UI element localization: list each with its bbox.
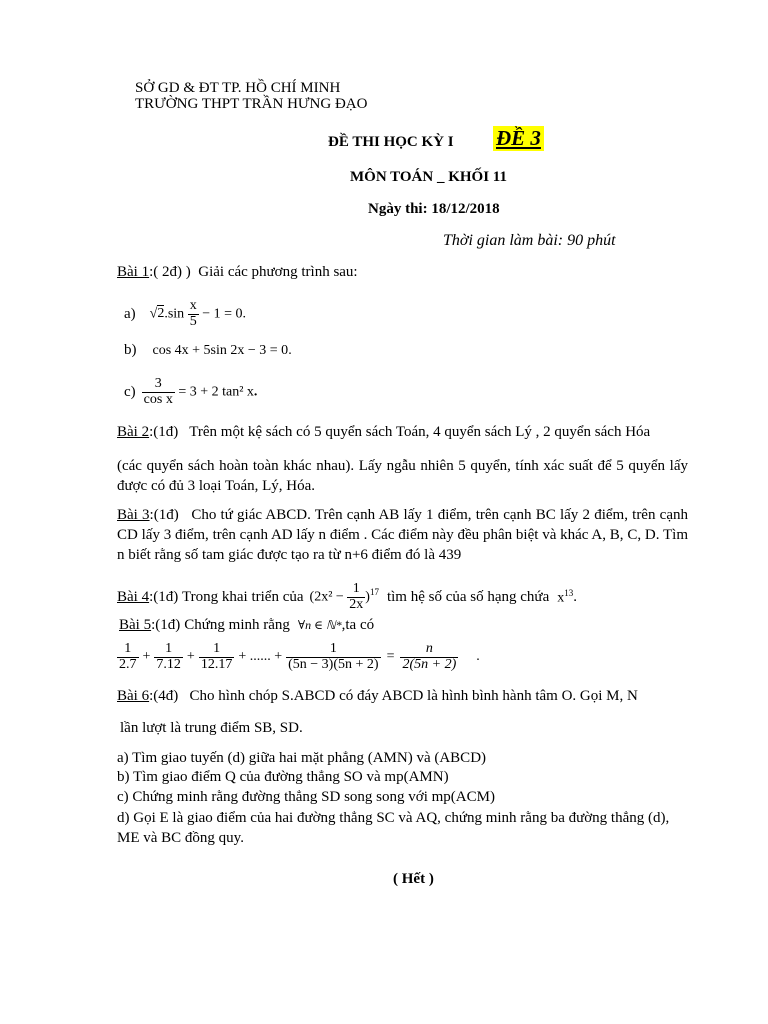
bai3-text: Cho tứ giác ABCD. Trên cạnh AB lấy 1 điểm, trên cạnh BC lấy 2 điểm, trên cạnh CD lấy 3 điểm, trên cạnh AD lấy n điểm . Các điểm này đều phân biệt và khác A, B, C, D. Tìm n biết rằng số tam giác được tạo ra từ n+6 điểm đó là 439 [117, 507, 688, 563]
bai1-c-label: c) [124, 383, 136, 400]
bai5-term4 [286, 642, 380, 672]
subject-title: MÔN TOÁN _ KHỐI 11 [350, 169, 507, 185]
bai5-t2-num: 1 [154, 642, 183, 658]
bai1-points: :( 2đ) ) [149, 264, 191, 280]
bai2-header [117, 424, 650, 441]
bai4-frac-num: 1 [347, 582, 365, 598]
bai5-t4-num: 1 [286, 642, 380, 658]
bai4-line: Bài 4 :(1đ) Trong khai triển của (2x² − $\frac{1}{2x}$ )$^{17}$ tìm hệ số của số hạng chứa $x^{13}$ . [117, 580, 577, 612]
bai4-term-x: x [557, 590, 565, 606]
exam-version: ĐỀ 3 [493, 126, 544, 151]
bai5-points: :(1đ) [151, 617, 181, 633]
bai5-dots: + ...... + [238, 649, 283, 664]
bai4-text1: Trong khai triển của [182, 588, 304, 605]
bai2-line2: (các quyển sách hoàn toàn khác nhau). Lấy ngẫu nhiên 5 quyển, tính xác suất để 5 quyển lấy được có đủ 3 loại Toán, Lý, Hóa. [117, 458, 688, 494]
bai5-t3-num: 1 [199, 642, 235, 658]
bai1-c-rest: = 3 + 2 tan² x [178, 384, 254, 400]
bai6-header [117, 688, 638, 705]
bai5-t1-den: 2.7 [119, 656, 137, 672]
bai2-line1: Trên một kệ sách có 5 quyển sách Toán, 4 quyển sách Lý , 2 quyển sách Hóa [189, 424, 651, 440]
bai6-part-a: a) Tìm giao tuyến (d) giữa hai mặt phẳng (AMN) và (ABCD) [117, 750, 487, 766]
bai2-label: Bài 2 [117, 424, 150, 440]
bai6-line1: Cho hình chóp S.ABCD có đáy ABCD là hình bình hành tâm O. Gọi M, N [189, 688, 638, 704]
bai5-t4-den: (5n − 3)(5n + 2) [288, 656, 379, 672]
bai5-header [119, 617, 374, 634]
bai5-text1: Chứng minh rằng [184, 617, 290, 633]
bai6-points: :(4đ) [149, 688, 179, 704]
department-name: SỞ GD & ĐT TP. HỒ CHÍ MINH [135, 80, 341, 96]
end-mark: ( Hết ) [393, 871, 434, 887]
bai6-line2: lần lượt là trung điểm SB, SD. [120, 720, 303, 736]
bai5-t1-num: 1 [117, 642, 139, 658]
bai1-b [124, 342, 292, 359]
bai6-part-b: b) Tìm giao điểm Q của đường thẳng SO và mp(AMN) [117, 769, 449, 785]
bai5-formula: $\frac{1}{2.7}$ + $\frac{1}{7.12}$ + $\frac{1}{12.17}$ + ...... + $\frac{1}{(5n - 3)(5n + 2)}$ = $\frac{n}{2(5n + 2)}$ . [119, 640, 480, 672]
bai1-c-expr: $\frac{3}{\text{cos x}}$ = 3 + 2 tan² x. [143, 375, 258, 407]
bai1-a-expr: √2.sin $\frac{x}{5}$ − 1 = 0. [149, 297, 246, 329]
bai1-label: Bài 1 [117, 264, 150, 280]
bai1-a-den: 5 [189, 313, 197, 329]
bai4-expr-close: ) [365, 589, 370, 605]
bai1-a [124, 296, 246, 332]
bai2-points: :(1đ) [149, 424, 179, 440]
bai5-r-den: 2(5n + 2) [402, 656, 457, 672]
bai4-text2: tìm hệ số của số hạng chứa [386, 588, 550, 605]
bai5-t3-den: 12.17 [200, 656, 233, 672]
exam-title: ĐỀ THI HỌC KỲ I [328, 134, 454, 150]
bai1-b-expr: cos 4x + 5sin 2x − 3 = 0. [152, 342, 292, 358]
bai1-a-coef: 2 [157, 306, 165, 322]
school-name: TRƯỜNG THPT TRẦN HƯNG ĐẠO [135, 96, 368, 112]
bai1-c-frac [142, 377, 175, 407]
bai5-label: Bài 5 [119, 617, 152, 633]
bai1-b-label: b) [124, 342, 137, 358]
bai5-forall: ∀n ∈ ℕ* [297, 618, 342, 632]
bai6-part-c: c) Chứng minh rằng đường thẳng SD song song với mp(ACM) [117, 789, 495, 805]
bai1-a-frac [188, 299, 199, 329]
bai1-header [117, 264, 358, 281]
bai6-part-d: d) Gọi E là giao điểm của hai đường thẳng SC và AQ, chứng minh rằng ba đường thẳng (d), ME và BC đồng quy. [117, 810, 670, 846]
bai1-text: Giải các phương trình sau: [198, 264, 358, 280]
bai4-expr [310, 582, 379, 612]
bai5-term2 [154, 642, 183, 672]
exam-duration: Thời gian làm bài: 90 phút [443, 232, 616, 249]
bai5-term1 [117, 642, 139, 672]
bai4-frac [347, 582, 365, 612]
bai4-frac-den: 2x [349, 596, 364, 612]
bai1-a-rest: − 1 = 0 [202, 306, 243, 322]
bai4-points: :(1đ) [149, 588, 179, 605]
bai1-a-sin: .sin [164, 306, 185, 322]
bai4-term [557, 588, 573, 607]
bai3-points: :(1đ) [149, 507, 179, 523]
exam-date: Ngày thi: 18/12/2018 [368, 201, 500, 217]
bai5-text2: ,ta có [341, 617, 375, 633]
bai1-c [124, 373, 257, 411]
bai4-power: 17 [369, 586, 379, 597]
bai1-b-formula: cos 4x + 5sin 2x − 3 = 0 [152, 342, 289, 358]
bai5-t2-den: 7.12 [156, 656, 181, 672]
bai5-r-num: n [400, 642, 458, 658]
bai1-a-label: a) [124, 305, 136, 322]
bai5-result [400, 642, 458, 672]
bai6-label: Bài 6 [117, 688, 150, 704]
bai4-term-power: 13 [564, 587, 574, 598]
bai5-term3 [199, 642, 235, 672]
bai4-expr-open: (2x² − [309, 589, 344, 605]
bai1-a-num: x [189, 297, 197, 313]
bai1-c-num: 3 [142, 377, 175, 393]
bai3-paragraph [117, 505, 688, 565]
bai3-label: Bài 3 [117, 507, 150, 523]
bai1-c-den: cos x [143, 391, 173, 407]
sqrt-icon: √ [149, 306, 158, 322]
bai4-label: Bài 4 [117, 588, 150, 605]
